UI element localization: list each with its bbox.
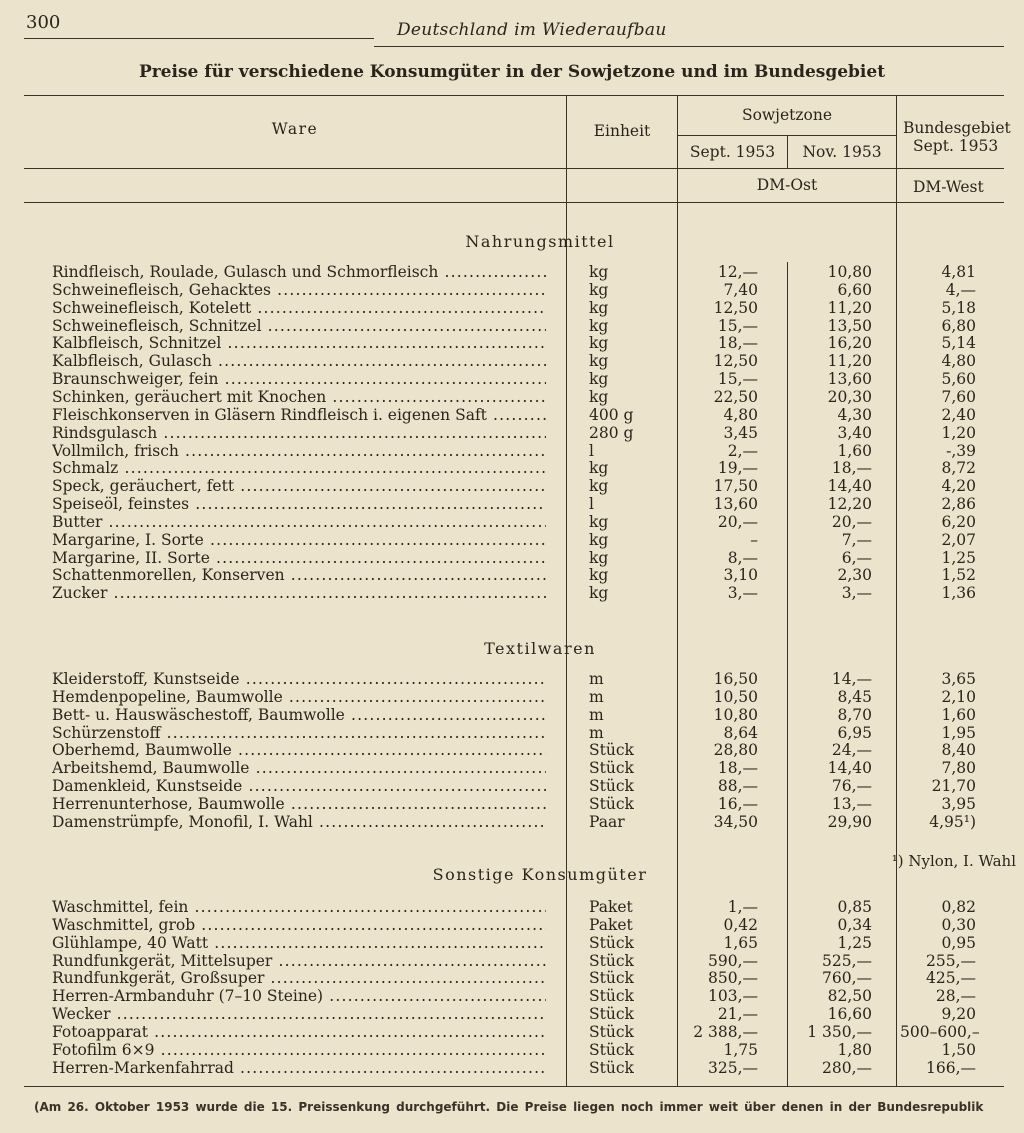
price-nov-1953: 1,80 [837,1040,872,1059]
item-name: Rundfunkgerät, Großsuper ..... [52,969,546,987]
table-row [0,531,1024,549]
price-nov-1953: 3,— [841,584,872,603]
price-nov-1953: 4,30 [837,405,872,424]
price-bundesgebiet: 7,80 [941,759,976,778]
price-sept-1953: 3,— [727,584,758,603]
item-name: Margarine, II. Sorte ..... [52,549,546,567]
table-row [0,898,1024,916]
price-nov-1953: 1 350,— [807,1022,872,1041]
price-sept-1953: 3,10 [723,566,758,585]
price-bundesgebiet: 4,80 [941,352,976,371]
unit: l [589,495,594,514]
price-bundesgebiet: 2,86 [941,495,976,514]
price-nov-1953: 12,20 [827,495,872,514]
price-nov-1953: 14,40 [827,759,872,778]
price-sept-1953: 34,50 [713,812,758,831]
table-row [0,688,1024,706]
price-nov-1953: 6,95 [837,723,872,742]
price-sept-1953: 10,50 [713,687,758,706]
unit: Stück [589,969,634,988]
price-nov-1953: 13,— [831,794,872,813]
price-bundesgebiet: 8,72 [941,459,976,478]
table-row [0,1041,1024,1059]
table-row [0,406,1024,424]
price-nov-1953: 76,— [831,777,872,796]
price-sept-1953: 12,50 [713,298,758,317]
table-row [0,549,1024,567]
table-row [0,724,1024,742]
unit: kg [589,584,609,603]
price-sept-1953: 13,60 [713,495,758,514]
price-sept-1953: 10,80 [713,705,758,724]
table-row [0,969,1024,987]
price-nov-1953: 18,— [831,459,872,478]
price-nov-1953: 3,40 [837,423,872,442]
header-bottom-rule [24,168,1004,169]
table-row [0,299,1024,317]
running-head-rule [24,38,374,39]
item-name: Vollmilch, frisch ..... [52,442,546,460]
price-sept-1953: 12,50 [713,352,758,371]
unit: kg [589,566,609,585]
price-nov-1953: 11,20 [827,298,872,317]
table-row [0,952,1024,970]
table-row [0,777,1024,795]
price-bundesgebiet: 1,60 [941,705,976,724]
header-einheit: Einheit [593,122,651,140]
unit: Stück [589,933,634,952]
price-sept-1953: 16,— [717,794,758,813]
unit: m [589,687,604,706]
table-row [0,741,1024,759]
unit: kg [589,352,609,371]
price-sept-1953: 88,— [717,777,758,796]
unit: m [589,723,604,742]
item-name: Butter ..... [52,513,546,531]
price-sept-1953: 4,80 [723,405,758,424]
item-name: Herren-Armbanduhr (7–10 Steine) ..... [52,987,546,1005]
table-row [0,1023,1024,1041]
price-bundesgebiet: 0,95 [941,933,976,952]
unit: kg [589,512,609,531]
price-sept-1953: 3,45 [723,423,758,442]
item-name: Schattenmorellen, Konserven ..... [52,566,546,584]
price-nov-1953: 24,— [831,741,872,760]
price-nov-1953: 11,20 [827,352,872,371]
price-sept-1953: 590,— [707,951,758,970]
price-nov-1953: 82,50 [827,987,872,1006]
item-name: Arbeitshemd, Baumwolle ..... [52,759,546,777]
price-nov-1953: 0,34 [837,915,872,934]
unit: 400 g [589,405,634,424]
table-row [0,442,1024,460]
item-name: Zucker ..... [52,584,546,602]
price-bundesgebiet: 5,14 [941,334,976,353]
header-sept-1953: Sept. 1953 [689,143,776,161]
price-nov-1953: 10,80 [827,263,872,281]
price-bundesgebiet: 4,— [945,280,976,299]
item-name: Fotofilm 6×9 ..... [52,1041,546,1059]
item-name: Margarine, I. Sorte ..... [52,531,546,549]
price-nov-1953: 7,— [841,530,872,549]
unit: Stück [589,1005,634,1024]
table-row [0,795,1024,813]
price-nov-1953: 2,30 [837,566,872,585]
price-sept-1953: 18,— [717,334,758,353]
price-bundesgebiet: 1,20 [941,423,976,442]
price-bundesgebiet: 1,95 [941,723,976,742]
price-sept-1953: 1,— [727,898,758,916]
price-sept-1953: 850,— [707,969,758,988]
page-number: 300 [26,12,61,33]
unit: Paar [589,812,625,831]
price-sept-1953: 12,— [717,263,758,281]
unit: Stück [589,987,634,1006]
item-name: Schweinefleisch, Kotelett ..... [52,299,546,317]
price-nov-1953: 760,— [821,969,872,988]
unit: Stück [589,951,634,970]
item-name: Kalbfleisch, Gulasch ..... [52,352,546,370]
footnote: ¹) Nylon, I. Wahl [891,852,1016,870]
unit: Stück [589,1040,634,1059]
header-nov-1953: Nov. 1953 [802,143,882,161]
price-nov-1953: 29,90 [827,812,872,831]
price-bundesgebiet: 6,80 [941,316,976,335]
table-row [0,281,1024,299]
price-nov-1953: 6,— [841,548,872,567]
table-row [0,459,1024,477]
header-currency-east: DM-Ost [756,176,818,194]
item-name: Damenkleid, Kunstseide ..... [52,777,546,795]
price-nov-1953: 13,60 [827,370,872,389]
unit: kg [589,477,609,496]
table-row [0,1059,1024,1077]
table-row [0,916,1024,934]
price-bundesgebiet: -,39 [946,441,976,460]
price-sept-1953: 325,— [707,1058,758,1077]
table-row [0,352,1024,370]
item-name: Herren-Markenfahrrad ..... [52,1059,546,1077]
header-ware: Ware [271,120,319,138]
price-bundesgebiet: 0,30 [941,915,976,934]
table-row [0,513,1024,531]
price-nov-1953: 14,40 [827,477,872,496]
item-name: Bett- u. Hauswäschestoff, Baumwolle ..... [52,706,546,724]
unit: Stück [589,777,634,796]
price-bundesgebiet: 1,50 [941,1040,976,1059]
price-bundesgebiet: 3,65 [941,670,976,688]
item-name: Schinken, geräuchert mit Knochen ..... [52,388,546,406]
price-bundesgebiet: 28,— [935,987,976,1006]
unit: kg [589,298,609,317]
item-name: Waschmittel, fein ..... [52,898,546,916]
price-bundesgebiet: 4,20 [941,477,976,496]
price-sept-1953: 15,— [717,370,758,389]
item-name: Braunschweiger, fein ..... [52,370,546,388]
section-title-sonstige: Sonstige Konsumgüter [432,865,648,884]
price-sept-1953: 28,80 [713,741,758,760]
table-row [0,813,1024,831]
section-title-nahrungsmittel: Nahrungsmittel [465,232,615,251]
price-nov-1953: 8,45 [837,687,872,706]
price-sept-1953: 2 388,— [693,1022,758,1041]
price-bundesgebiet: 5,18 [941,298,976,317]
table-row [0,370,1024,388]
item-name: Fleischkonserven in Gläsern Rindfleisch i. eigenen Saft ..... [52,406,546,424]
table-row [0,334,1024,352]
price-sept-1953: 2,— [727,441,758,460]
table-row [0,759,1024,777]
unit: Paket [589,898,633,916]
unit: kg [589,334,609,353]
unit: kg [589,459,609,478]
table-top-rule [24,95,1004,96]
header-sowjetzone: Sowjetzone [741,106,833,124]
table-row [0,424,1024,442]
table-row [0,263,1024,281]
price-bundesgebiet: 3,95 [941,794,976,813]
price-bundesgebiet: 166,— [925,1058,976,1077]
item-name: Speck, geräuchert, fett ..... [52,477,546,495]
price-bundesgebiet: 2,07 [941,530,976,549]
header-bund-sept-1953: Sept. 1953 [913,137,999,155]
unit: Stück [589,1022,634,1041]
price-nov-1953: 13,50 [827,316,872,335]
table-row [0,987,1024,1005]
item-name: Schürzenstoff ..... [52,724,546,742]
item-name: Rindsgulasch ..... [52,424,546,442]
price-sept-1953: 8,— [727,548,758,567]
running-head-rule-right [374,46,1004,47]
price-bundesgebiet: 4,81 [941,263,976,281]
price-sept-1953: 16,50 [713,670,758,688]
table-row [0,1005,1024,1023]
item-name: Glühlampe, 40 Watt ..... [52,934,546,952]
price-bundesgebiet: 4,95¹) [929,812,976,831]
price-nov-1953: 6,60 [837,280,872,299]
price-bundesgebiet: 1,25 [941,548,976,567]
item-name: Herrenunterhose, Baumwolle ..... [52,795,546,813]
table-title: Preise für verschiedene Konsumgüter in der Sowjetzone und im Bundesgebiet [138,62,886,82]
item-name: Hemdenpopeline, Baumwolle ..... [52,688,546,706]
table-row [0,706,1024,724]
unit: Stück [589,1058,634,1077]
item-name: Wecker ..... [52,1005,546,1023]
unit: kg [589,370,609,389]
price-sept-1953: 1,75 [723,1040,758,1059]
unit: Stück [589,759,634,778]
price-nov-1953: 16,60 [827,1005,872,1024]
price-bundesgebiet: 0,82 [941,898,976,916]
price-bundesgebiet: 8,40 [941,741,976,760]
unit: 280 g [589,423,634,442]
item-name: Schweinefleisch, Schnitzel ..... [52,317,546,335]
price-bundesgebiet: 7,60 [941,387,976,406]
header-bundesgebiet: Bundesgebiet [903,119,1011,137]
table-row [0,670,1024,688]
price-bundesgebiet: 6,20 [941,512,976,531]
price-nov-1953: 20,30 [827,387,872,406]
unit: l [589,441,594,460]
item-name: Damenstrümpfe, Monofil, I. Wahl ..... [52,813,546,831]
currency-bottom-rule [24,202,1004,203]
item-name: Oberhemd, Baumwolle ..... [52,741,546,759]
price-sept-1953: 17,50 [713,477,758,496]
price-sept-1953: 21,— [717,1005,758,1024]
table-row [0,495,1024,513]
price-nov-1953: 1,25 [837,933,872,952]
table-row [0,584,1024,602]
price-sept-1953: 1,65 [723,933,758,952]
price-sept-1953: 22,50 [713,387,758,406]
price-bundesgebiet: 9,20 [941,1005,976,1024]
price-bundesgebiet: 2,40 [941,405,976,424]
item-name: Schweinefleisch, Gehacktes ..... [52,281,546,299]
unit: kg [589,280,609,299]
price-nov-1953: 8,70 [837,705,872,724]
price-nov-1953: 525,— [821,951,872,970]
table-row [0,566,1024,584]
header-currency-west: DM-West [913,178,984,196]
price-bundesgebiet: 2,10 [941,687,976,706]
table-row [0,477,1024,495]
unit: kg [589,316,609,335]
price-sept-1953: – [750,530,758,549]
unit: kg [589,387,609,406]
table-row [0,388,1024,406]
item-name: Rindfleisch, Roulade, Gulasch und Schmorfleisch ..... [52,263,546,281]
bottom-note: (Am 26. Oktober 1953 wurde die 15. Preissenkung durchgeführt. Die Preise liegen noch immer weit über denen in der Bundesrepublik [34,1100,984,1114]
item-name: Fotoapparat ..... [52,1023,546,1041]
table-bottom-rule [24,1086,1004,1087]
price-sept-1953: 103,— [707,987,758,1006]
unit: kg [589,548,609,567]
price-sept-1953: 19,— [717,459,758,478]
item-name: Speiseöl, feinstes ..... [52,495,546,513]
price-sept-1953: 18,— [717,759,758,778]
unit: kg [589,263,609,281]
price-bundesgebiet: 1,52 [941,566,976,585]
item-name: Kleiderstoff, Kunstseide ..... [52,670,546,688]
price-sept-1953: 15,— [717,316,758,335]
section-title-textilwaren: Textilwaren [484,639,596,658]
price-bundesgebiet: 1,36 [941,584,976,603]
price-bundesgebiet: 425,— [925,969,976,988]
unit: m [589,670,604,688]
item-name: Schmalz ..... [52,459,546,477]
unit: kg [589,530,609,549]
running-head: Deutschland im Wiederaufbau [397,20,667,40]
price-sept-1953: 8,64 [723,723,758,742]
price-nov-1953: 1,60 [837,441,872,460]
unit: Stück [589,794,634,813]
item-name: Waschmittel, grob ..... [52,916,546,934]
price-nov-1953: 0,85 [837,898,872,916]
item-name: Kalbfleisch, Schnitzel ..... [52,334,546,352]
price-sept-1953: 20,— [717,512,758,531]
unit: Paket [589,915,633,934]
price-bundesgebiet: 21,70 [931,777,976,796]
table-row [0,934,1024,952]
price-bundesgebiet: 5,60 [941,370,976,389]
price-bundesgebiet: 255,— [925,951,976,970]
unit: m [589,705,604,724]
price-nov-1953: 16,20 [827,334,872,353]
price-sept-1953: 7,40 [723,280,758,299]
table-row [0,317,1024,335]
price-bundesgebiet: 500–600,– [900,1022,980,1041]
item-name: Rundfunkgerät, Mittelsuper ..... [52,952,546,970]
unit: Stück [589,741,634,760]
price-nov-1953: 14,— [831,670,872,688]
price-sept-1953: 0,42 [723,915,758,934]
price-nov-1953: 20,— [831,512,872,531]
price-nov-1953: 280,— [821,1058,872,1077]
